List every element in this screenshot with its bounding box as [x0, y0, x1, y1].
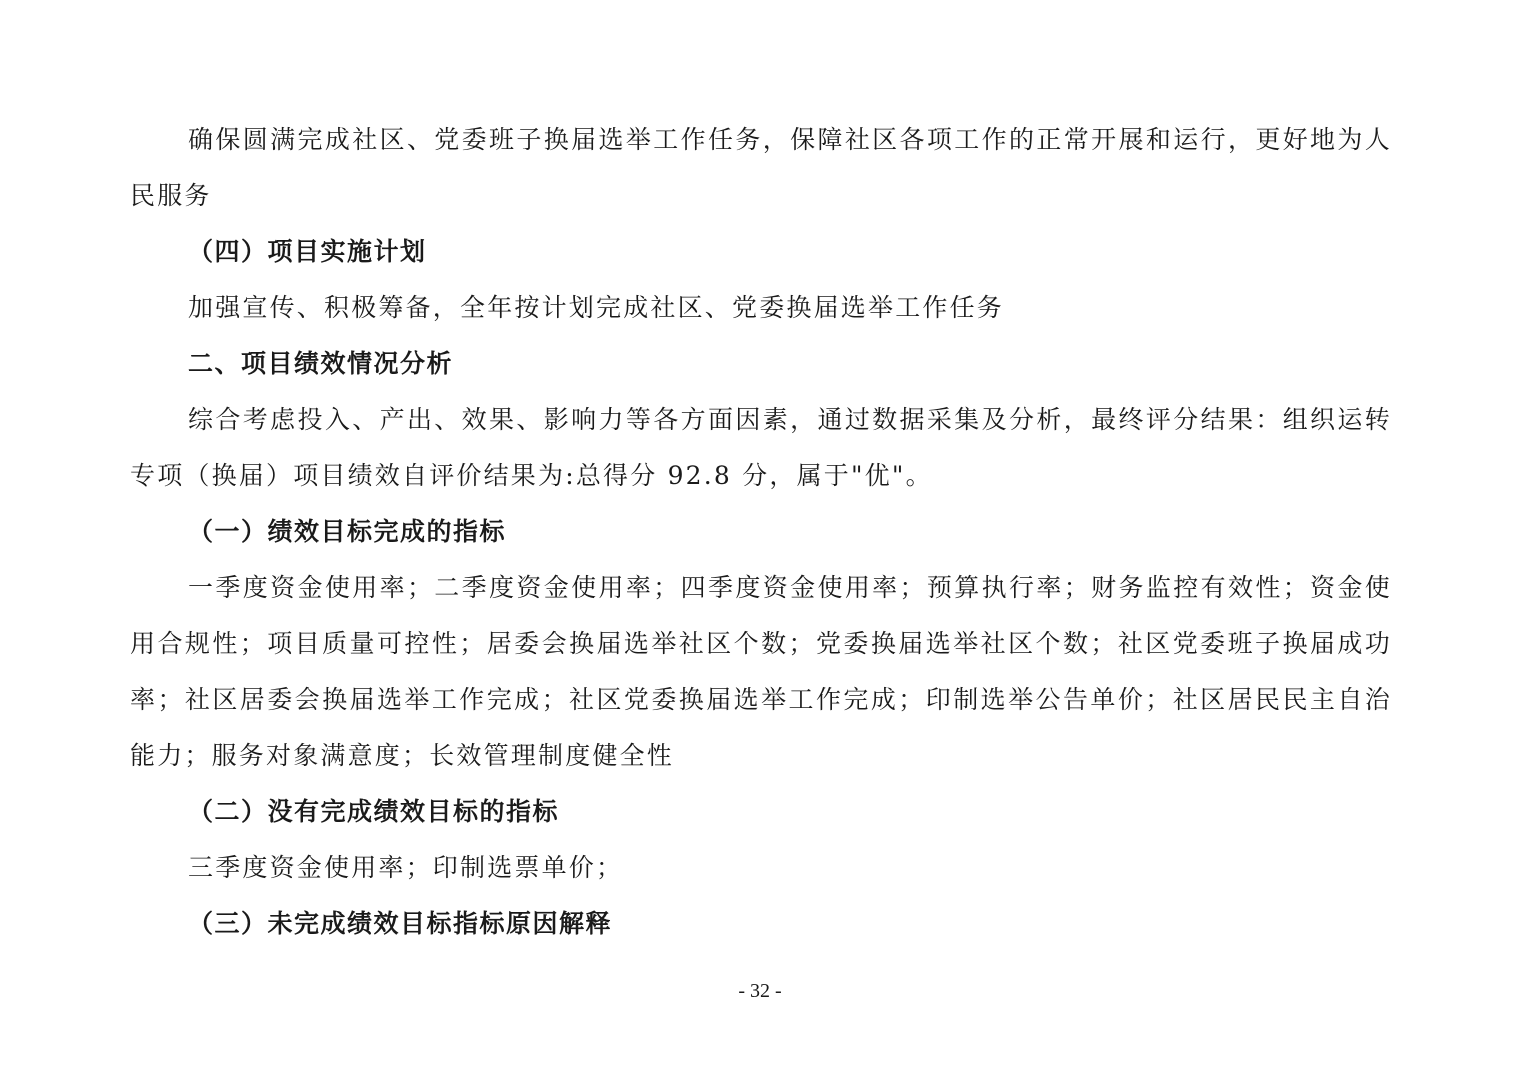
- heading-implementation-plan: （四）项目实施计划: [188, 237, 427, 266]
- heading-completed-indicators: （一）绩效目标完成的指标: [188, 517, 507, 546]
- document-body: [130, 112, 1392, 952]
- heading-reason-explanation: （三）未完成绩效目标指标原因解释: [188, 909, 613, 938]
- paragraph-service-goal: 确保圆满完成社区、党委班子换届选举工作任务，保障社区各项工作的正常开展和运行，更好地为人民服务: [130, 125, 1392, 210]
- paragraph-completed-indicators: 一季度资金使用率；二季度资金使用率；四季度资金使用率；预算执行率；财务监控有效性；资金使用合规性；项目质量可控性；居委会换届选举社区个数；党委换届选举社区个数；社区党委班子换届成功率；社区居委会换届选举工作完成；社区党委换届选举工作完成；印制选举公告单价；社区居民民主自治能力；服务对象满意度；长效管理制度健全性: [130, 573, 1392, 770]
- heading-uncompleted-indicators: （二）没有完成绩效目标的指标: [188, 797, 560, 826]
- heading-performance-analysis: 二、项目绩效情况分析: [188, 349, 454, 378]
- page-number: - 32 -: [738, 980, 782, 1002]
- paragraph-implementation-plan: 加强宣传、积极筹备，全年按计划完成社区、党委换届选举工作任务: [188, 293, 1005, 322]
- paragraph-uncompleted-indicators: 三季度资金使用率；印制选票单价；: [188, 853, 624, 882]
- paragraph-performance-analysis: 综合考虑投入、产出、效果、影响力等各方面因素，通过数据采集及分析，最终评分结果：组织运转专项（换届）项目绩效自评价结果为:总得分 92.8 分，属于"优"。: [130, 405, 1392, 490]
